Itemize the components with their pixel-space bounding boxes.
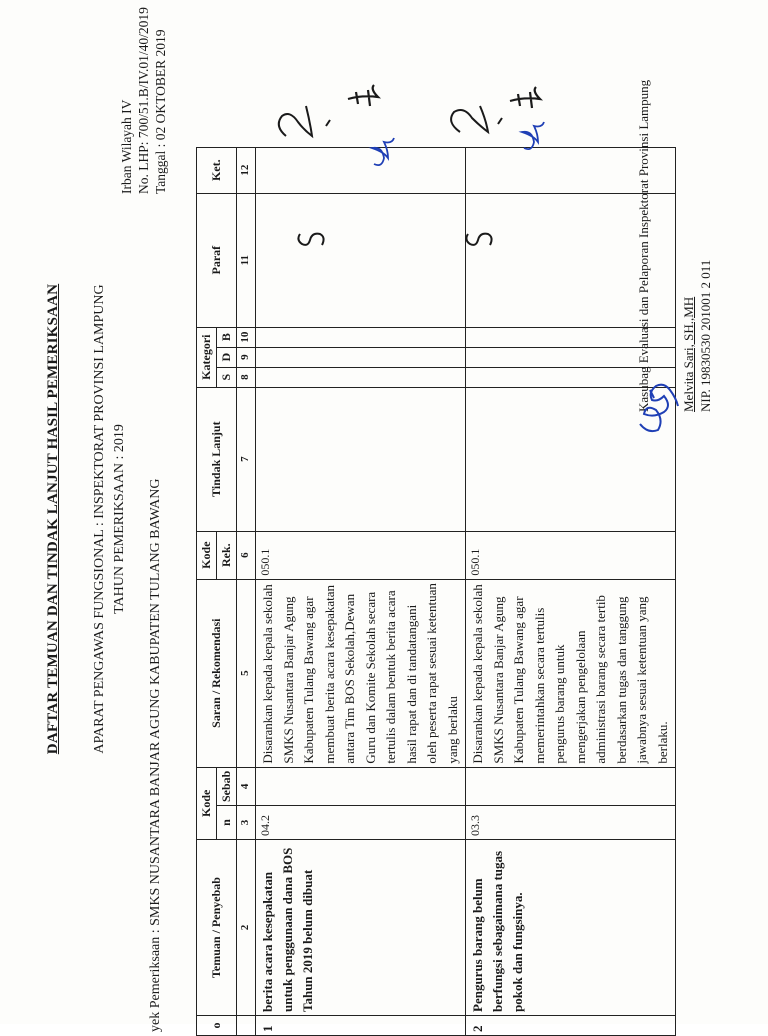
paraf-black-row2b	[510, 87, 540, 108]
col-num: 11	[237, 193, 256, 327]
cause-code: 03.3	[466, 806, 676, 840]
category-s-mark-row1	[298, 234, 323, 245]
header-kode-rek: Kode	[197, 531, 217, 579]
header-no: o	[197, 1016, 237, 1036]
col-num: 7	[237, 387, 256, 531]
col-num: 5	[237, 579, 256, 767]
signer-position: Kasubag Evaluasi dan Pelaporan Inspektorat Provinsi Lampung	[636, 79, 651, 412]
paraf-blue-row1	[372, 138, 394, 165]
category-s-mark-row2	[466, 234, 491, 245]
row-number: 2	[466, 1016, 676, 1036]
header-temuan: Temuan / Penyebab	[197, 840, 237, 1016]
kasubag-signature	[640, 385, 678, 431]
col-num: 8	[237, 367, 256, 387]
col-num: 10	[237, 327, 256, 347]
finding-text: Pengurus barang belum berfungsi sebagaimana tugas pokok dan fungsinya.	[466, 840, 676, 1016]
paraf-black-row1	[279, 106, 330, 136]
lhp-number: No. LHP: 700/51.B/IV.01/40/2019	[136, 7, 151, 194]
col-num: 2	[237, 840, 256, 1016]
header-d: D	[217, 347, 237, 367]
header-kode-sebab: Kode	[197, 767, 217, 839]
col-num: 12	[237, 147, 256, 193]
apparatus-line: APARAT PENGAWAS FUNGSIONAL : INSPEKTORAT PROVINSI LAMPUNG	[92, 284, 107, 754]
finding-text: berita acara kesepakatan untuk penggunaan dana BOS Tahun 2019 belum dibuat	[256, 840, 466, 1016]
col-num: 6	[237, 531, 256, 579]
object-line: yek Pemeriksaan : SMKS NUSANTARA BANJAR AGUNG KABUPATEN TULANG BAWANG	[148, 478, 163, 1032]
col-num: 4	[237, 767, 256, 805]
recommendation-text: Disarankan kepada kepala sekolah SMKS Nusantara Banjar Agung Kabupaten Tulang Bawang agar memerintahkan secara tertulis pengurus barang untuk mengerjakan pengelolaan administrasi barang secara tertib berdasarkan tugas dan tanggung jawabnya sesuai ketentuan yang berlaku.	[466, 579, 676, 767]
recommendation-text: Disarankan kepada kepala sekolah SMKS Nusantara Banjar Agung Kabupaten Tulang Bawang agar membuat berita acara kesepakatan antara Tim BOS Sekolah,Dewan Guru dan Komite Sekolah secara tertulis dalam bentuk berita acara hasil rapat dan di tandatangani oleh peserta rapat sesuai ketentuan yang berlaku	[256, 579, 466, 767]
signer-name: Melvita Sari, SH.,MH	[681, 296, 696, 412]
header-tindak-lanjut: Tindak Lanjut	[197, 387, 237, 531]
col-num: 9	[237, 347, 256, 367]
paraf-blue-row2	[522, 122, 544, 149]
year-line: TAHUN PEMERIKSAAN : 2019	[112, 424, 127, 614]
recommendation-code: 050.1	[256, 531, 466, 579]
header-rek: Rek.	[217, 531, 237, 579]
irban-label: Irban Wilayah IV	[119, 99, 134, 194]
header-kode-n: n	[217, 806, 237, 840]
header-kategori: Kategori	[197, 327, 217, 387]
header-sebab: Sebab	[217, 767, 237, 805]
header-b: B	[217, 327, 237, 347]
recommendation-code: 050.1	[466, 531, 676, 579]
signer-nip: NIP. 19830530 201001 2 011	[698, 259, 713, 412]
cause-code: 04.2	[256, 806, 466, 840]
document-title: DAFTAR TEMUAN DAN TINDAK LANJUT HASIL PEMERIKSAAN	[45, 283, 61, 755]
header-saran: Saran / Rekomendasi	[197, 579, 237, 767]
col-num: 3	[237, 806, 256, 840]
header-ket: Ket.	[197, 147, 237, 193]
header-paraf: Paraf	[197, 193, 237, 327]
header-s: S	[217, 367, 237, 387]
report-date: Tanggal : 02 OKTOBER 2019	[153, 29, 168, 194]
paraf-black-row1b	[348, 85, 378, 106]
row-number: 1	[256, 1016, 466, 1036]
paraf-black-row2	[451, 106, 502, 132]
